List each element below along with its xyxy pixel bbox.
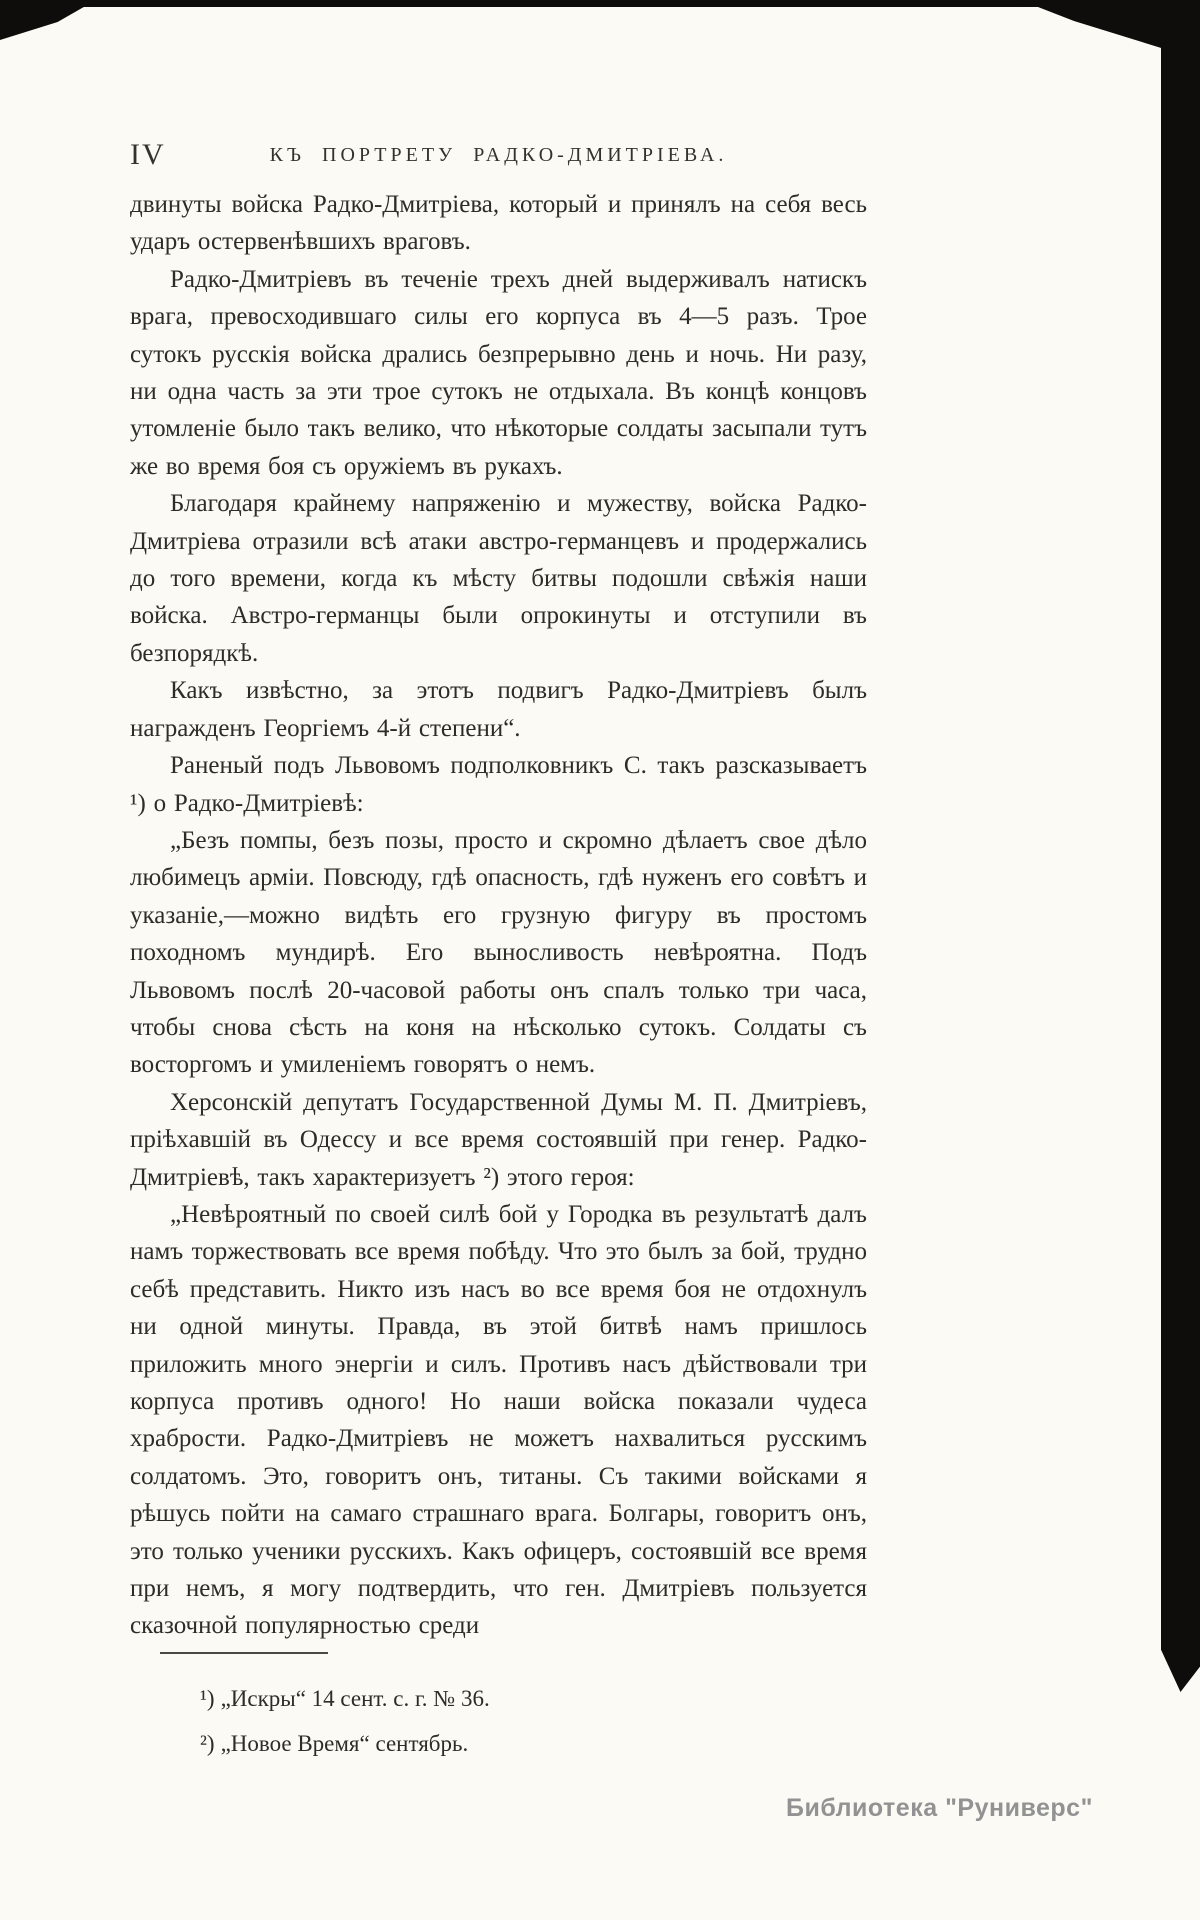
paragraph: Благодаря крайнему напряженію и мужеству, войска Радко-Дмитріева отразили всѣ атаки австро-германцевъ и продержались до того времени, когда къ мѣсту битвы подошли свѣжія наши войска. Австро-германцы были опрокинуты и отступили въ безпорядкѣ. <box>130 490 867 667</box>
footnote <box>130 1721 867 1766</box>
page-number: IV <box>130 138 166 171</box>
scan-artifact-top-edge <box>0 0 1200 7</box>
paragraph: Херсонскій депутатъ Государственной Думы М. П. Дмитріевъ, пріѣхавшій въ Одессу и все время состоявшій при генер. Радко-Дмитріевѣ, такъ характеризуетъ ²) этого героя: <box>130 1088 867 1191</box>
paragraph: Радко-Дмитріевъ въ теченіе трехъ дней выдерживалъ натискъ врага, превосходившаго силы его корпуса въ 4—5 разъ. Трое сутокъ русскія войска дрались безпрерывно день и ночь. Ни разу, ни одна часть за эти трое сутокъ не отдыхала. Въ концѣ концовъ утомленіе было такъ велико, что нѣкоторые солдаты засыпали тутъ же во время боя съ оружіемъ въ рукахъ. <box>130 265 867 480</box>
scan-artifact-top-left-corner <box>0 0 96 40</box>
library-watermark: Библиотека "Руниверс" <box>786 1794 1093 1822</box>
paragraph: „Невѣроятный по своей силѣ бой у Городка въ результатѣ далъ намъ торжествовать все время побѣду. Что это былъ за бой, трудно себѣ представить. Никто изъ насъ во все время боя не отдохнулъ ни одной минуты. Правда, въ этой битвѣ намъ пришлось приложить много энергіи и силъ. Противъ насъ дѣйствовали три корпуса противъ одного! Но наши войска показали чудеса храбрости. Радко-Дмитріевъ не можетъ нахвалиться русскимъ солдатомъ. Это, говоритъ онъ, титаны. Съ такими войсками я рѣшусь пойти на самаго страшнаго врага. Болгары, говоритъ онъ, это только ученики русскихъ. Какъ офицеръ, состоявшій все время при немъ, я могу подтвердить, что ген. Дмитріевъ пользуется сказочной популярностью среди <box>130 1200 867 1640</box>
page-body <box>130 186 867 1645</box>
paragraph: Раненый подъ Львовомъ подполковникъ С. такъ разсказываетъ ¹) о Радко-Дмитріевѣ: <box>130 752 867 817</box>
footnote-marker: ²) <box>200 1731 215 1756</box>
footnotes-section <box>130 1652 867 1766</box>
page-header <box>130 136 867 176</box>
paragraph: Какъ извѣстно, за этотъ подвигъ Радко-Дмитріевъ былъ награжденъ Георгіемъ 4-й степени“. <box>130 677 867 742</box>
paragraph: „Безъ помпы, безъ позы, просто и скромно дѣлаетъ свое дѣло любимецъ арміи. Повсюду, гдѣ опасность, гдѣ нуженъ его совѣтъ и указаніе,—можно видѣть его грузную фигуру въ простомъ походномъ мундирѣ. Его выносливость невѣроятна. Подъ Львовомъ послѣ 20-часовой работы онъ спалъ только три часа, чтобы снова сѣсть на коня на нѣсколько сутокъ. Солдаты съ восторгомъ и умиленіемъ говорятъ о немъ. <box>130 826 867 1079</box>
footnote-marker: ¹) <box>200 1686 215 1711</box>
footnote <box>130 1676 867 1721</box>
footnote-text: „Новое Время“ сентябрь. <box>220 1731 469 1756</box>
footnote-text: „Искры“ 14 сент. с. г. № 36. <box>220 1686 490 1711</box>
running-title: КЪ ПОРТРЕТУ РАДКО-ДМИТРІЕВА. <box>269 144 728 166</box>
scan-artifact-right-edge <box>1161 0 1200 1692</box>
paragraph: двинуты войска Радко-Дмитріева, который и принялъ на себя весь ударъ остервенѣвшихъ враговъ. <box>130 191 867 256</box>
footnote-separator <box>160 1652 328 1654</box>
